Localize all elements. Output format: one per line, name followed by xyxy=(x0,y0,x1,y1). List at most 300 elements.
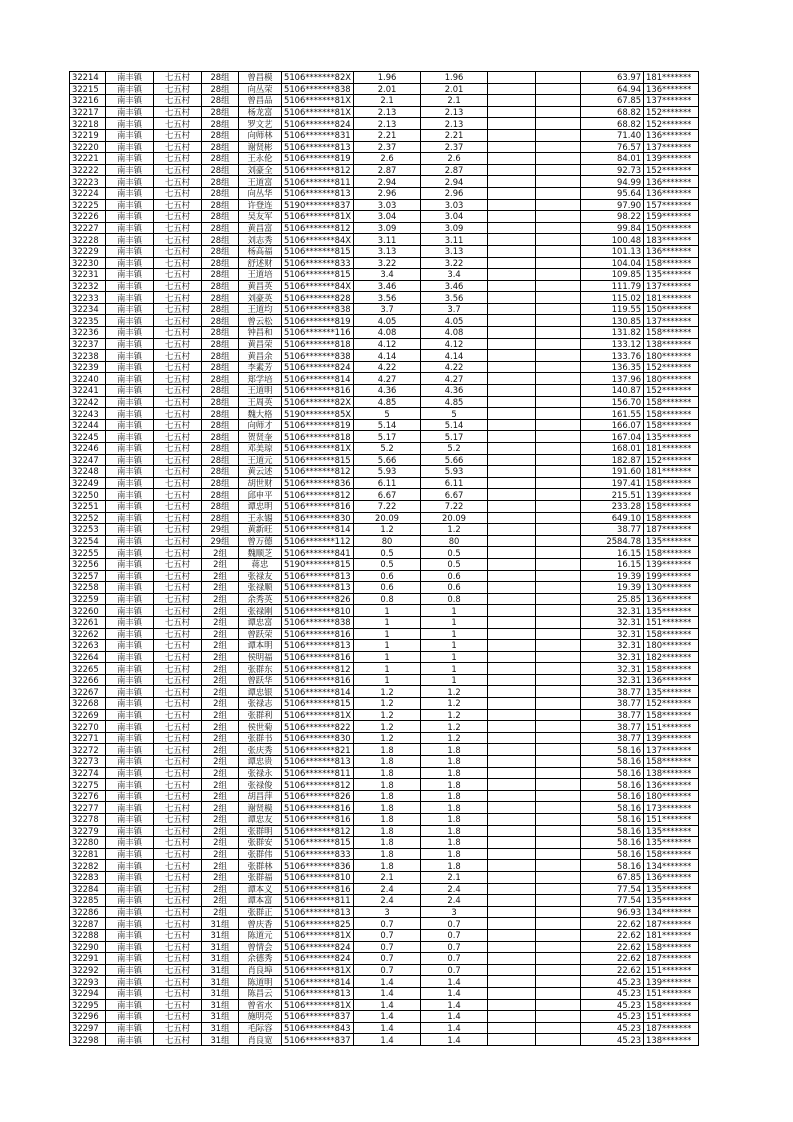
village-cell: 七五村 xyxy=(154,292,202,304)
town-cell: 南丰镇 xyxy=(106,640,154,652)
blank-cell xyxy=(536,918,581,930)
amount-cell: 100.48 xyxy=(581,234,644,246)
town-cell: 南丰镇 xyxy=(106,419,154,431)
id-number-cell: 5106*******837 xyxy=(282,1034,354,1046)
name-cell: 张群正 xyxy=(239,906,282,918)
phone-cell: 130******* xyxy=(644,582,699,594)
phone-cell: 136******* xyxy=(644,187,699,199)
record-number: 32230 xyxy=(70,257,106,269)
blank-cell xyxy=(536,837,581,849)
table-row xyxy=(70,929,699,941)
area-b-cell: 4.27 xyxy=(421,373,488,385)
blank-cell xyxy=(488,779,536,791)
id-number-cell: 5106*******837 xyxy=(282,1011,354,1023)
name-cell: 王永伦 xyxy=(239,153,282,165)
amount-cell: 68.82 xyxy=(581,106,644,118)
blank-cell xyxy=(488,385,536,397)
town-cell: 南丰镇 xyxy=(106,605,154,617)
area-a-cell: 4.12 xyxy=(354,338,421,350)
area-b-cell: 0.7 xyxy=(421,929,488,941)
town-cell: 南丰镇 xyxy=(106,999,154,1011)
id-number-cell: 5106*******824 xyxy=(282,118,354,130)
blank-cell xyxy=(536,686,581,698)
table-row xyxy=(70,315,699,327)
area-b-cell: 1.8 xyxy=(421,756,488,768)
id-number-cell: 5106*******813 xyxy=(282,187,354,199)
village-cell: 七五村 xyxy=(154,257,202,269)
phone-cell: 150******* xyxy=(644,303,699,315)
id-number-cell: 5106*******818 xyxy=(282,431,354,443)
phone-cell: 136******* xyxy=(644,83,699,95)
group-cell: 2组 xyxy=(202,744,239,756)
blank-cell xyxy=(488,895,536,907)
group-cell: 29组 xyxy=(202,524,239,536)
area-b-cell: 1.4 xyxy=(421,1011,488,1023)
id-number-cell: 5106*******841 xyxy=(282,547,354,559)
blank-cell xyxy=(488,118,536,130)
phone-cell: 158******* xyxy=(644,628,699,640)
amount-cell: 38.77 xyxy=(581,732,644,744)
name-cell: 胡昌萍 xyxy=(239,790,282,802)
area-a-cell: 4.27 xyxy=(354,373,421,385)
id-number-cell: 5106*******821 xyxy=(282,744,354,756)
village-cell: 七五村 xyxy=(154,860,202,872)
id-number-cell: 5106*******816 xyxy=(282,883,354,895)
phone-cell: 136******* xyxy=(644,245,699,257)
village-cell: 七五村 xyxy=(154,373,202,385)
table-row xyxy=(70,964,699,976)
blank-cell xyxy=(488,512,536,524)
area-a-cell: 3.22 xyxy=(354,257,421,269)
table-row xyxy=(70,640,699,652)
blank-cell xyxy=(488,640,536,652)
table-row xyxy=(70,176,699,188)
blank-cell xyxy=(536,825,581,837)
table-row xyxy=(70,396,699,408)
phone-cell: 151******* xyxy=(644,616,699,628)
table-row xyxy=(70,489,699,501)
record-number: 32248 xyxy=(70,466,106,478)
area-a-cell: 1.4 xyxy=(354,1022,421,1034)
area-a-cell: 0.7 xyxy=(354,929,421,941)
phone-cell: 158******* xyxy=(644,709,699,721)
id-number-cell: 5106*******813 xyxy=(282,582,354,594)
blank-cell xyxy=(488,987,536,999)
blank-cell xyxy=(488,83,536,95)
village-cell: 七五村 xyxy=(154,141,202,153)
name-cell: 曾万德 xyxy=(239,535,282,547)
area-a-cell: 2.1 xyxy=(354,95,421,107)
records-table xyxy=(69,71,699,1046)
area-a-cell: 0.8 xyxy=(354,593,421,605)
area-b-cell: 5 xyxy=(421,408,488,420)
group-cell: 2组 xyxy=(202,593,239,605)
blank-cell xyxy=(488,292,536,304)
name-cell: 谭忠明 xyxy=(239,500,282,512)
area-a-cell: 3.7 xyxy=(354,303,421,315)
area-b-cell: 3.04 xyxy=(421,211,488,223)
phone-cell: 134******* xyxy=(644,860,699,872)
blank-cell xyxy=(488,187,536,199)
blank-cell xyxy=(536,895,581,907)
group-cell: 28组 xyxy=(202,373,239,385)
record-number: 32271 xyxy=(70,732,106,744)
village-cell: 七五村 xyxy=(154,1022,202,1034)
table-row xyxy=(70,269,699,281)
group-cell: 28组 xyxy=(202,292,239,304)
id-number-cell: 5190*******85X xyxy=(282,408,354,420)
area-b-cell: 1.4 xyxy=(421,1022,488,1034)
village-cell: 七五村 xyxy=(154,199,202,211)
area-a-cell: 2.13 xyxy=(354,118,421,130)
group-cell: 2组 xyxy=(202,906,239,918)
blank-cell xyxy=(536,883,581,895)
table-row xyxy=(70,303,699,315)
village-cell: 七五村 xyxy=(154,802,202,814)
name-cell: 张群东 xyxy=(239,663,282,675)
id-number-cell: 5106*******816 xyxy=(282,385,354,397)
area-a-cell: 1.4 xyxy=(354,999,421,1011)
town-cell: 南丰镇 xyxy=(106,1034,154,1046)
phone-cell: 139******* xyxy=(644,153,699,165)
phone-cell: 180******* xyxy=(644,373,699,385)
village-cell: 七五村 xyxy=(154,756,202,768)
area-a-cell: 7.22 xyxy=(354,500,421,512)
id-number-cell: 5106*******838 xyxy=(282,616,354,628)
phone-cell: 158******* xyxy=(644,756,699,768)
name-cell: 张禄刚 xyxy=(239,605,282,617)
blank-cell xyxy=(488,837,536,849)
id-number-cell: 5106*******824 xyxy=(282,953,354,965)
name-cell: 谭本明 xyxy=(239,640,282,652)
table-row xyxy=(70,802,699,814)
blank-cell xyxy=(536,756,581,768)
table-row xyxy=(70,118,699,130)
name-cell: 刘志秀 xyxy=(239,234,282,246)
group-cell: 31组 xyxy=(202,953,239,965)
amount-cell: 97.90 xyxy=(581,199,644,211)
group-cell: 2组 xyxy=(202,674,239,686)
id-number-cell: 5106*******813 xyxy=(282,756,354,768)
name-cell: 肖良宽 xyxy=(239,1034,282,1046)
group-cell: 2组 xyxy=(202,640,239,652)
amount-cell: 58.16 xyxy=(581,779,644,791)
area-b-cell: 80 xyxy=(421,535,488,547)
blank-cell xyxy=(536,477,581,489)
area-b-cell: 2.1 xyxy=(421,871,488,883)
id-number-cell: 5106*******81X xyxy=(282,709,354,721)
town-cell: 南丰镇 xyxy=(106,222,154,234)
record-number: 32260 xyxy=(70,605,106,617)
amount-cell: 161.55 xyxy=(581,408,644,420)
blank-cell xyxy=(488,245,536,257)
id-number-cell: 5106*******826 xyxy=(282,790,354,802)
amount-cell: 649.10 xyxy=(581,512,644,524)
phone-cell: 139******* xyxy=(644,976,699,988)
blank-cell xyxy=(536,651,581,663)
group-cell: 2组 xyxy=(202,779,239,791)
group-cell: 2组 xyxy=(202,790,239,802)
phone-cell: 159******* xyxy=(644,211,699,223)
blank-cell xyxy=(536,234,581,246)
blank-cell xyxy=(488,1022,536,1034)
phone-cell: 158******* xyxy=(644,941,699,953)
amount-cell: 137.96 xyxy=(581,373,644,385)
name-cell: 谭忠贵 xyxy=(239,756,282,768)
name-cell: 张群明 xyxy=(239,825,282,837)
table-row xyxy=(70,895,699,907)
name-cell: 曾昌品 xyxy=(239,95,282,107)
id-number-cell: 5106*******81X xyxy=(282,929,354,941)
area-b-cell: 1 xyxy=(421,674,488,686)
id-number-cell: 5106*******812 xyxy=(282,779,354,791)
blank-cell xyxy=(488,814,536,826)
phone-cell: 137******* xyxy=(644,744,699,756)
blank-cell xyxy=(488,558,536,570)
id-number-cell: 5106*******814 xyxy=(282,976,354,988)
name-cell: 张禄俊 xyxy=(239,779,282,791)
name-cell: 郑学培 xyxy=(239,373,282,385)
village-cell: 七五村 xyxy=(154,837,202,849)
blank-cell xyxy=(536,257,581,269)
town-cell: 南丰镇 xyxy=(106,164,154,176)
name-cell: 邱申平 xyxy=(239,489,282,501)
town-cell: 南丰镇 xyxy=(106,72,154,84)
phone-cell: 158******* xyxy=(644,848,699,860)
blank-cell xyxy=(488,570,536,582)
blank-cell xyxy=(536,906,581,918)
table-row xyxy=(70,72,699,84)
group-cell: 2组 xyxy=(202,883,239,895)
village-cell: 七五村 xyxy=(154,582,202,594)
town-cell: 南丰镇 xyxy=(106,106,154,118)
blank-cell xyxy=(488,396,536,408)
amount-cell: 109.85 xyxy=(581,269,644,281)
area-a-cell: 3.46 xyxy=(354,280,421,292)
record-number: 32293 xyxy=(70,976,106,988)
village-cell: 七五村 xyxy=(154,605,202,617)
name-cell: 王周英 xyxy=(239,396,282,408)
group-cell: 31组 xyxy=(202,987,239,999)
village-cell: 七五村 xyxy=(154,280,202,292)
table-row xyxy=(70,871,699,883)
area-b-cell: 1.8 xyxy=(421,814,488,826)
group-cell: 28组 xyxy=(202,500,239,512)
blank-cell xyxy=(488,605,536,617)
area-a-cell: 2.1 xyxy=(354,871,421,883)
table-row xyxy=(70,779,699,791)
name-cell: 曾云松 xyxy=(239,315,282,327)
name-cell: 张群伟 xyxy=(239,848,282,860)
name-cell: 曾跃华 xyxy=(239,674,282,686)
table-row xyxy=(70,385,699,397)
area-b-cell: 0.7 xyxy=(421,941,488,953)
area-b-cell: 1.8 xyxy=(421,860,488,872)
record-number: 32265 xyxy=(70,663,106,675)
table-row xyxy=(70,512,699,524)
amount-cell: 215.51 xyxy=(581,489,644,501)
area-b-cell: 1.8 xyxy=(421,837,488,849)
table-row xyxy=(70,593,699,605)
table-row xyxy=(70,663,699,675)
amount-cell: 16.15 xyxy=(581,547,644,559)
table-row xyxy=(70,698,699,710)
name-cell: 罗文艺 xyxy=(239,118,282,130)
area-b-cell: 1 xyxy=(421,663,488,675)
area-b-cell: 5.93 xyxy=(421,466,488,478)
record-number: 32291 xyxy=(70,953,106,965)
amount-cell: 111.79 xyxy=(581,280,644,292)
name-cell: 谢贤模 xyxy=(239,802,282,814)
village-cell: 七五村 xyxy=(154,512,202,524)
name-cell: 吴友军 xyxy=(239,211,282,223)
area-b-cell: 1.4 xyxy=(421,999,488,1011)
amount-cell: 133.12 xyxy=(581,338,644,350)
group-cell: 2组 xyxy=(202,825,239,837)
record-number: 32266 xyxy=(70,674,106,686)
table-row xyxy=(70,570,699,582)
blank-cell xyxy=(536,408,581,420)
record-number: 32218 xyxy=(70,118,106,130)
amount-cell: 16.15 xyxy=(581,558,644,570)
town-cell: 南丰镇 xyxy=(106,883,154,895)
area-b-cell: 2.13 xyxy=(421,118,488,130)
town-cell: 南丰镇 xyxy=(106,547,154,559)
phone-cell: 134******* xyxy=(644,906,699,918)
name-cell: 黄云述 xyxy=(239,466,282,478)
village-cell: 七五村 xyxy=(154,489,202,501)
town-cell: 南丰镇 xyxy=(106,118,154,130)
record-number: 32223 xyxy=(70,176,106,188)
group-cell: 2组 xyxy=(202,860,239,872)
town-cell: 南丰镇 xyxy=(106,292,154,304)
table-row xyxy=(70,500,699,512)
blank-cell xyxy=(488,1034,536,1046)
name-cell: 张群利 xyxy=(239,709,282,721)
group-cell: 28组 xyxy=(202,385,239,397)
phone-cell: 158******* xyxy=(644,327,699,339)
group-cell: 28组 xyxy=(202,153,239,165)
area-a-cell: 4.36 xyxy=(354,385,421,397)
area-a-cell: 2.4 xyxy=(354,883,421,895)
blank-cell xyxy=(536,118,581,130)
blank-cell xyxy=(488,72,536,84)
village-cell: 七五村 xyxy=(154,570,202,582)
group-cell: 2组 xyxy=(202,848,239,860)
area-b-cell: 4.36 xyxy=(421,385,488,397)
blank-cell xyxy=(488,303,536,315)
town-cell: 南丰镇 xyxy=(106,269,154,281)
id-number-cell: 5106*******816 xyxy=(282,814,354,826)
area-a-cell: 1 xyxy=(354,674,421,686)
name-cell: 张禄友 xyxy=(239,570,282,582)
table-row xyxy=(70,999,699,1011)
town-cell: 南丰镇 xyxy=(106,280,154,292)
phone-cell: 183******* xyxy=(644,234,699,246)
id-number-cell: 5106*******813 xyxy=(282,906,354,918)
id-number-cell: 5106*******81X xyxy=(282,964,354,976)
record-number: 32259 xyxy=(70,593,106,605)
name-cell: 邓美琼 xyxy=(239,443,282,455)
village-cell: 七五村 xyxy=(154,744,202,756)
amount-cell: 140.87 xyxy=(581,385,644,397)
record-number: 32295 xyxy=(70,999,106,1011)
village-cell: 七五村 xyxy=(154,999,202,1011)
area-a-cell: 5.66 xyxy=(354,454,421,466)
phone-cell: 181******* xyxy=(644,292,699,304)
blank-cell xyxy=(536,1011,581,1023)
table-row xyxy=(70,338,699,350)
record-number: 32234 xyxy=(70,303,106,315)
area-a-cell: 2.87 xyxy=(354,164,421,176)
phone-cell: 181******* xyxy=(644,72,699,84)
phone-cell: 135******* xyxy=(644,535,699,547)
phone-cell: 180******* xyxy=(644,640,699,652)
group-cell: 2组 xyxy=(202,756,239,768)
area-b-cell: 1 xyxy=(421,616,488,628)
village-cell: 七五村 xyxy=(154,918,202,930)
amount-cell: 131.82 xyxy=(581,327,644,339)
table-row xyxy=(70,350,699,362)
village-cell: 七五村 xyxy=(154,1034,202,1046)
phone-cell: 136******* xyxy=(644,176,699,188)
blank-cell xyxy=(536,83,581,95)
blank-cell xyxy=(536,350,581,362)
village-cell: 七五村 xyxy=(154,245,202,257)
area-a-cell: 2.94 xyxy=(354,176,421,188)
blank-cell xyxy=(488,489,536,501)
table-row xyxy=(70,860,699,872)
record-number: 32292 xyxy=(70,964,106,976)
table-row xyxy=(70,257,699,269)
town-cell: 南丰镇 xyxy=(106,848,154,860)
blank-cell xyxy=(536,976,581,988)
area-b-cell: 1.8 xyxy=(421,790,488,802)
area-b-cell: 1.4 xyxy=(421,976,488,988)
phone-cell: 182******* xyxy=(644,651,699,663)
record-number: 32226 xyxy=(70,211,106,223)
phone-cell: 158******* xyxy=(644,663,699,675)
village-cell: 七五村 xyxy=(154,547,202,559)
village-cell: 七五村 xyxy=(154,987,202,999)
phone-cell: 152******* xyxy=(644,361,699,373)
village-cell: 七五村 xyxy=(154,153,202,165)
group-cell: 28组 xyxy=(202,431,239,443)
amount-cell: 25.85 xyxy=(581,593,644,605)
village-cell: 七五村 xyxy=(154,234,202,246)
area-b-cell: 0.5 xyxy=(421,558,488,570)
town-cell: 南丰镇 xyxy=(106,454,154,466)
area-a-cell: 5.93 xyxy=(354,466,421,478)
id-number-cell: 5106*******819 xyxy=(282,419,354,431)
town-cell: 南丰镇 xyxy=(106,535,154,547)
blank-cell xyxy=(488,767,536,779)
town-cell: 南丰镇 xyxy=(106,524,154,536)
table-row xyxy=(70,454,699,466)
town-cell: 南丰镇 xyxy=(106,582,154,594)
name-cell: 黄新旺 xyxy=(239,524,282,536)
blank-cell xyxy=(536,674,581,686)
table-row xyxy=(70,327,699,339)
village-cell: 七五村 xyxy=(154,431,202,443)
area-b-cell: 1.8 xyxy=(421,744,488,756)
area-a-cell: 4.85 xyxy=(354,396,421,408)
town-cell: 南丰镇 xyxy=(106,871,154,883)
table-row xyxy=(70,814,699,826)
town-cell: 南丰镇 xyxy=(106,663,154,675)
area-a-cell: 0.7 xyxy=(354,953,421,965)
blank-cell xyxy=(536,628,581,640)
